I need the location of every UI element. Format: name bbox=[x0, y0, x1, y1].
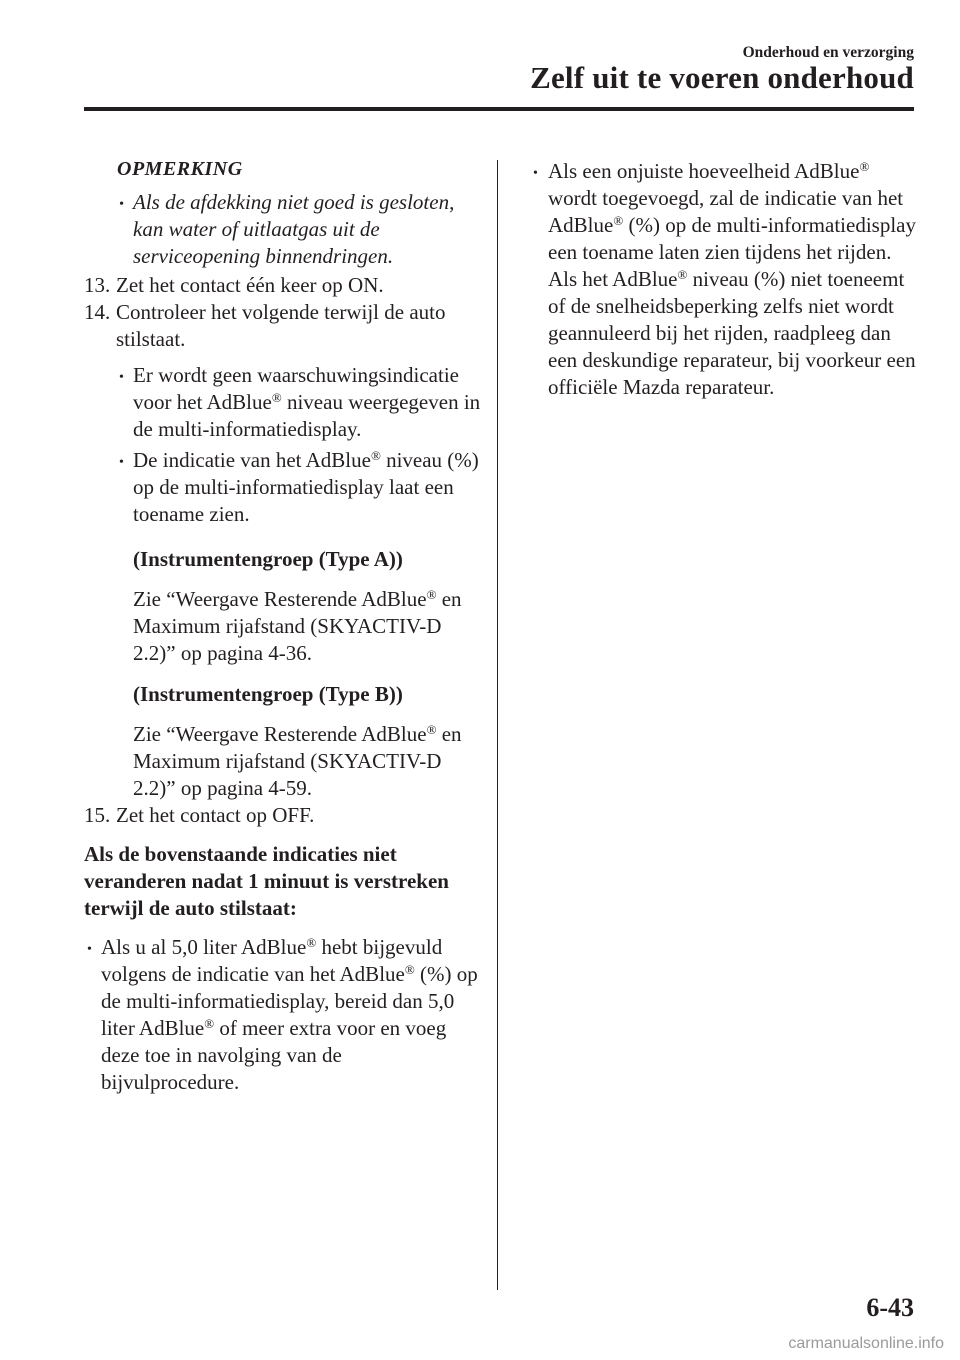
step-text: Controleer het volgende terwijl de auto stilstaat. bbox=[116, 300, 446, 351]
bullet-icon: • bbox=[533, 166, 538, 181]
bullet-text: (%) op de multi-informatiedisplay, bereid dan 5,0 liter AdBlue bbox=[101, 962, 478, 1040]
registered-mark: ® bbox=[426, 587, 437, 602]
header-rule bbox=[84, 107, 914, 111]
page-number: 6-43 bbox=[866, 1293, 914, 1322]
bullet-text: Als een onjuiste hoeveelheid AdBlue bbox=[548, 159, 860, 183]
instrument-group-b-label: (Instrumentengroep (Type B)) bbox=[133, 682, 403, 706]
bullet-text: niveau (%) op de multi-informatiedisplay laat een toename zien. bbox=[133, 448, 479, 526]
registered-mark: ® bbox=[677, 267, 688, 282]
instrument-group-a-reference bbox=[84, 586, 484, 667]
step-14 bbox=[84, 299, 484, 353]
registered-mark: ® bbox=[306, 935, 317, 950]
bullet-icon: • bbox=[119, 197, 124, 212]
bullet-text: De indicatie van het AdBlue bbox=[133, 448, 371, 472]
note-bullet bbox=[84, 189, 484, 270]
note-bullet-text: Als de afdekking niet goed is gesloten, kan water of uitlaatgas uit de serviceopening binnendringen. bbox=[133, 190, 455, 268]
step-text: Zet het contact één keer op ON. bbox=[116, 273, 384, 297]
step-text: Zet het contact op OFF. bbox=[116, 803, 315, 827]
bullet-icon: • bbox=[119, 370, 124, 385]
registered-mark: ® bbox=[370, 448, 381, 463]
watermark: carmanualsonline.info bbox=[788, 1335, 944, 1352]
step-13 bbox=[84, 272, 484, 299]
bullet-text: wordt toegevoegd, zal de indicatie van het AdBlue bbox=[548, 186, 904, 237]
bullet-text: niveau (%) niet toeneemt of de snelheidsbeperking zelfs niet wordt geannuleerd bij het rijden, raadpleeg dan een deskundige reparateur, bij voorkeur een officiële Mazda reparateur. bbox=[548, 267, 916, 399]
reference-text: en Maximum rijafstand (SKYACTIV-D 2.2)” op pagina 4-36. bbox=[133, 587, 462, 665]
reference-text: Zie “Weergave Resterende AdBlue bbox=[133, 722, 427, 746]
column-divider bbox=[497, 160, 498, 1290]
bullet-text: of meer extra voor en voeg deze toe in navolging van de bijvulprocedure. bbox=[101, 1016, 447, 1094]
registered-mark: ® bbox=[271, 390, 282, 405]
left-column bbox=[84, 158, 484, 1096]
bullet-text: hebt bijgevuld volgens de indicatie van het AdBlue bbox=[101, 935, 443, 986]
reference-text: en Maximum rijafstand (SKYACTIV-D 2.2)” op pagina 4-59. bbox=[133, 722, 462, 800]
reference-text: Zie “Weergave Resterende AdBlue bbox=[133, 587, 427, 611]
step-14-bullet-2 bbox=[84, 447, 484, 528]
bullet-text: niveau weergegeven in de multi-informatiedisplay. bbox=[133, 390, 481, 441]
condition-heading: Als de bovenstaande indicaties niet veranderen nadat 1 minuut is verstreken terwijl de auto stilstaat: bbox=[84, 842, 449, 920]
registered-mark: ® bbox=[613, 213, 624, 228]
condition-bullet bbox=[84, 934, 484, 1096]
note-block bbox=[84, 158, 484, 270]
bullet-text: Als u al 5,0 liter AdBlue bbox=[101, 935, 307, 959]
step-14-bullet-1 bbox=[84, 362, 484, 443]
registered-mark: ® bbox=[204, 1016, 215, 1031]
step-number: 13. bbox=[84, 273, 111, 297]
instrument-group-a-label: (Instrumentengroep (Type A)) bbox=[133, 547, 403, 571]
bullet-text: (%) op de multi-informatiedisplay een toename laten zien tijdens het rijden. Als het AdBlue bbox=[548, 213, 916, 291]
registered-mark: ® bbox=[426, 722, 437, 737]
right-bullet bbox=[528, 158, 918, 401]
page-title: Zelf uit te voeren onderhoud bbox=[530, 60, 914, 95]
registered-mark: ® bbox=[404, 962, 415, 977]
right-column bbox=[528, 158, 918, 401]
bullet-text: Er wordt geen waarschuwingsindicatie voor het AdBlue bbox=[133, 363, 459, 414]
step-15 bbox=[84, 802, 484, 829]
step-number: 14. bbox=[84, 300, 111, 324]
bullet-icon: • bbox=[119, 455, 124, 470]
step-number: 15. bbox=[84, 803, 111, 827]
note-heading: OPMERKING bbox=[117, 158, 243, 180]
registered-mark: ® bbox=[859, 159, 870, 174]
bullet-icon: • bbox=[87, 942, 92, 957]
section-header: Onderhoud en verzorging bbox=[742, 44, 914, 61]
instrument-group-b-reference bbox=[84, 721, 484, 802]
